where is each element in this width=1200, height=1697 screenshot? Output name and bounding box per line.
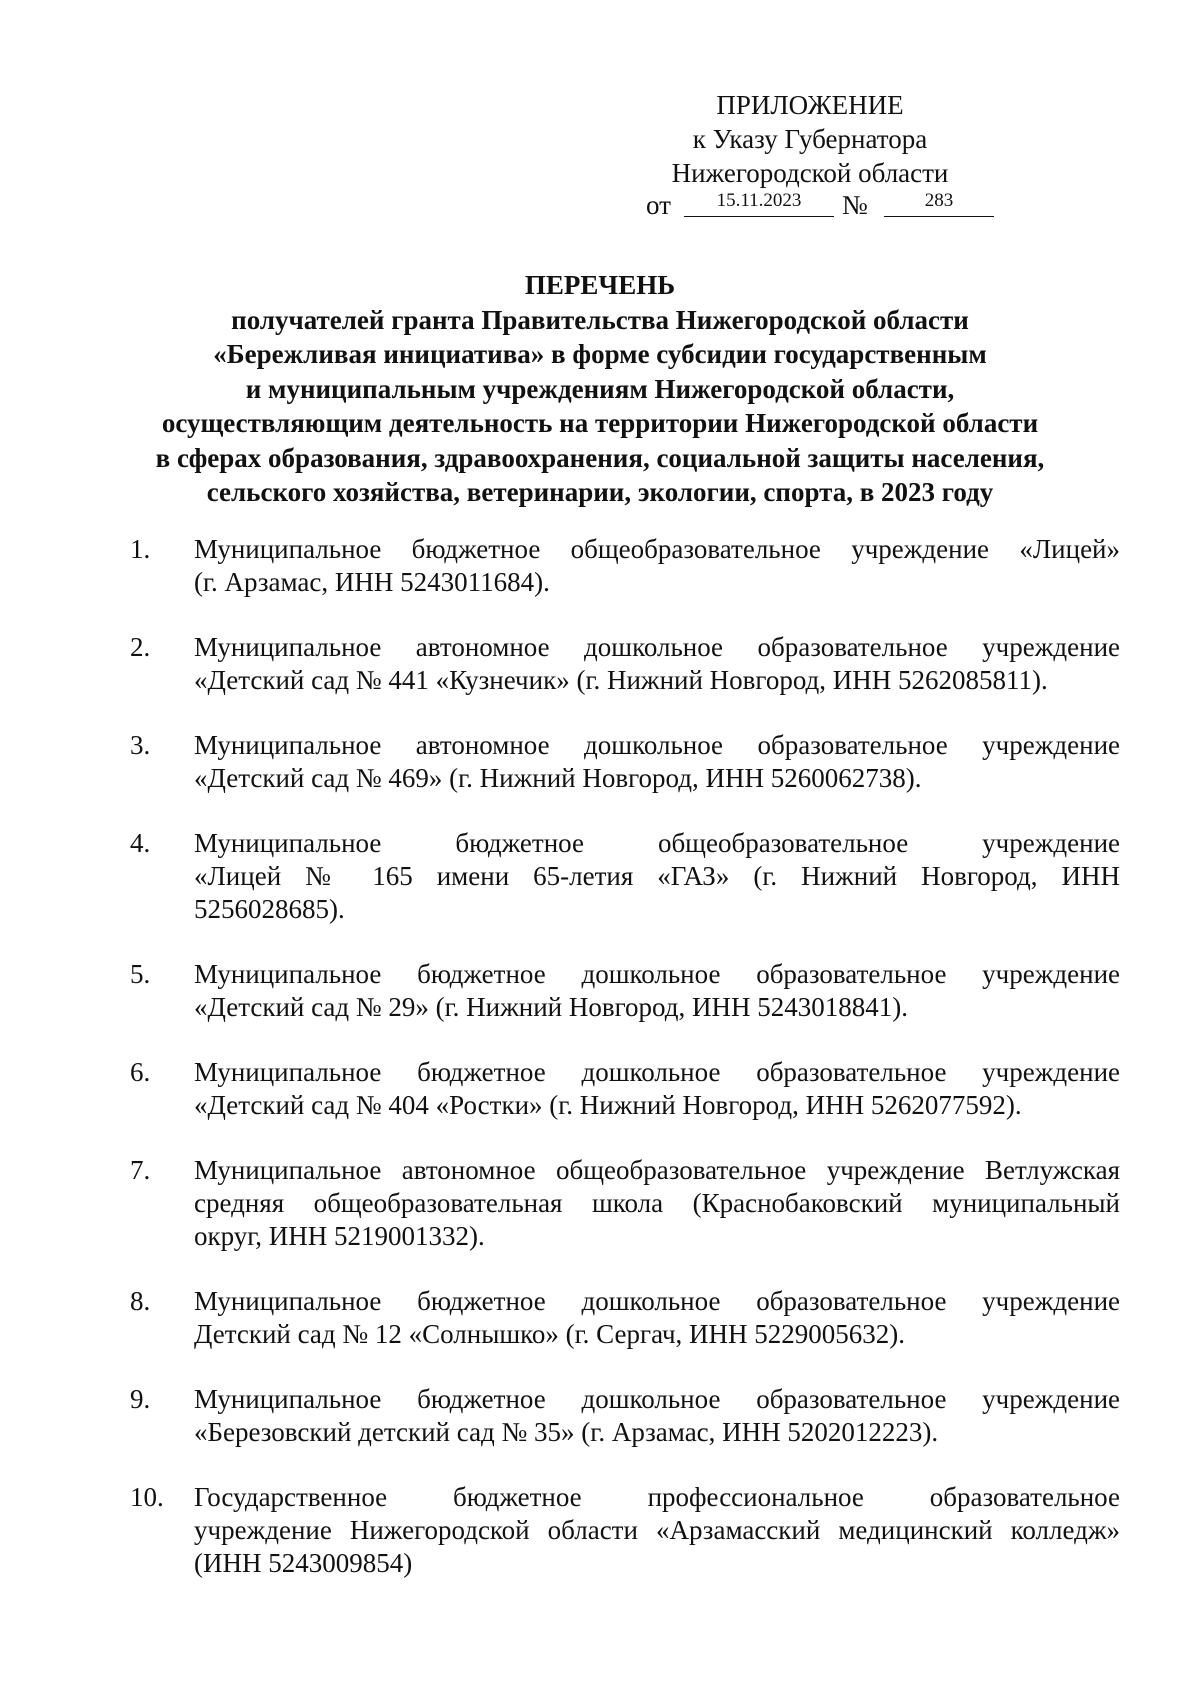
list-item bbox=[130, 1154, 1120, 1285]
title-line: получателей гранта Правительства Нижегородской области bbox=[231, 304, 969, 335]
item-text: Муниципальное бюджетное дошкольное образовательное учреждение «Березовский детский сад № 35» (г. Арзамас, ИНН 5202012223). bbox=[194, 1384, 1120, 1447]
list-item bbox=[130, 729, 1120, 827]
item-text: Муниципальное автономное общеобразовательное учреждение Ветлужская средняя общеобразовательная школа (Краснобаковский муниципальный округ, ИНН 5219001332). bbox=[194, 1155, 1120, 1251]
title-line: и муниципальным учреждениям Нижегородской области, bbox=[245, 373, 955, 404]
list-item bbox=[130, 631, 1120, 729]
title-heading: ПЕРЕЧЕНЬ bbox=[524, 270, 676, 300]
item-number: 3. bbox=[130, 730, 151, 760]
appendix-region: Нижегородской области bbox=[671, 158, 949, 188]
decree-number: 283 bbox=[884, 188, 994, 217]
item-text: Муниципальное бюджетное дошкольное образовательное учреждение Детский сад № 12 «Солнышко» (г. Сергач, ИНН 5229005632). bbox=[194, 1286, 1120, 1349]
item-text: Муниципальное автономное дошкольное образовательное учреждение «Детский сад № 441 «Кузнечик» (г. Нижний Новгород, ИНН 5262085811). bbox=[194, 632, 1120, 695]
item-text: Муниципальное бюджетное общеобразовательное учреждение «Лицей» (г. Арзамас, ИНН 5243011684). bbox=[194, 534, 1120, 597]
appendix-decree-ref: к Указу Губернатора bbox=[692, 124, 928, 154]
appendix-header bbox=[640, 88, 980, 190]
item-number: 1. bbox=[130, 534, 151, 564]
item-text: Муниципальное бюджетное дошкольное образовательное учреждение «Детский сад № 404 «Ростки» (г. Нижний Новгород, ИНН 5262077592). bbox=[194, 1057, 1120, 1120]
item-number: 6. bbox=[130, 1057, 151, 1087]
recipients-list bbox=[130, 533, 1120, 1612]
title-line: в сферах образования, здравоохранения, социальной защиты населения, bbox=[155, 442, 1045, 473]
list-item bbox=[130, 1481, 1120, 1612]
item-number: 7. bbox=[130, 1155, 151, 1185]
item-number: 9. bbox=[130, 1384, 151, 1414]
item-number: 4. bbox=[130, 828, 151, 858]
list-item bbox=[130, 1285, 1120, 1383]
item-text: Муниципальное автономное дошкольное образовательное учреждение «Детский сад № 469» (г. Нижний Новгород, ИНН 5260062738). bbox=[194, 730, 1120, 793]
date-prefix: от bbox=[646, 190, 671, 220]
list-item bbox=[130, 1383, 1120, 1481]
document-title bbox=[120, 268, 1080, 510]
item-text: Муниципальное бюджетное дошкольное образовательное учреждение «Детский сад № 29» (г. Нижний Новгород, ИНН 5243018841). bbox=[194, 959, 1120, 1022]
list-item bbox=[130, 1056, 1120, 1154]
title-line: сельского хозяйства, ветеринарии, экологии, спорта, в 2023 году bbox=[206, 477, 994, 507]
item-text: Государственное бюджетное профессиональное образовательное учреждение Нижегородской области «Арзамасский медицинский колледж» (ИНН 5243009854) bbox=[194, 1482, 1120, 1578]
item-number: 10. bbox=[130, 1482, 164, 1512]
title-line: «Бережливая инициатива» в форме субсидии государственным bbox=[213, 339, 987, 369]
item-text: Муниципальное бюджетное общеобразовательное учреждение «Лицей № 165 имени 65-летия «ГАЗ» (г. Нижний Новгород, ИНН 5256028685). bbox=[194, 828, 1120, 924]
appendix-label: ПРИЛОЖЕНИЕ bbox=[716, 90, 904, 120]
number-sign: № bbox=[842, 190, 868, 220]
title-line: осуществляющим деятельность на территории Нижегородской области bbox=[161, 408, 1039, 438]
list-item bbox=[130, 827, 1120, 958]
list-item bbox=[130, 533, 1120, 631]
item-number: 8. bbox=[130, 1286, 151, 1316]
item-number: 2. bbox=[130, 632, 151, 662]
list-item bbox=[130, 958, 1120, 1056]
item-number: 5. bbox=[130, 959, 151, 989]
decree-date: 15.11.2023 bbox=[684, 188, 834, 217]
